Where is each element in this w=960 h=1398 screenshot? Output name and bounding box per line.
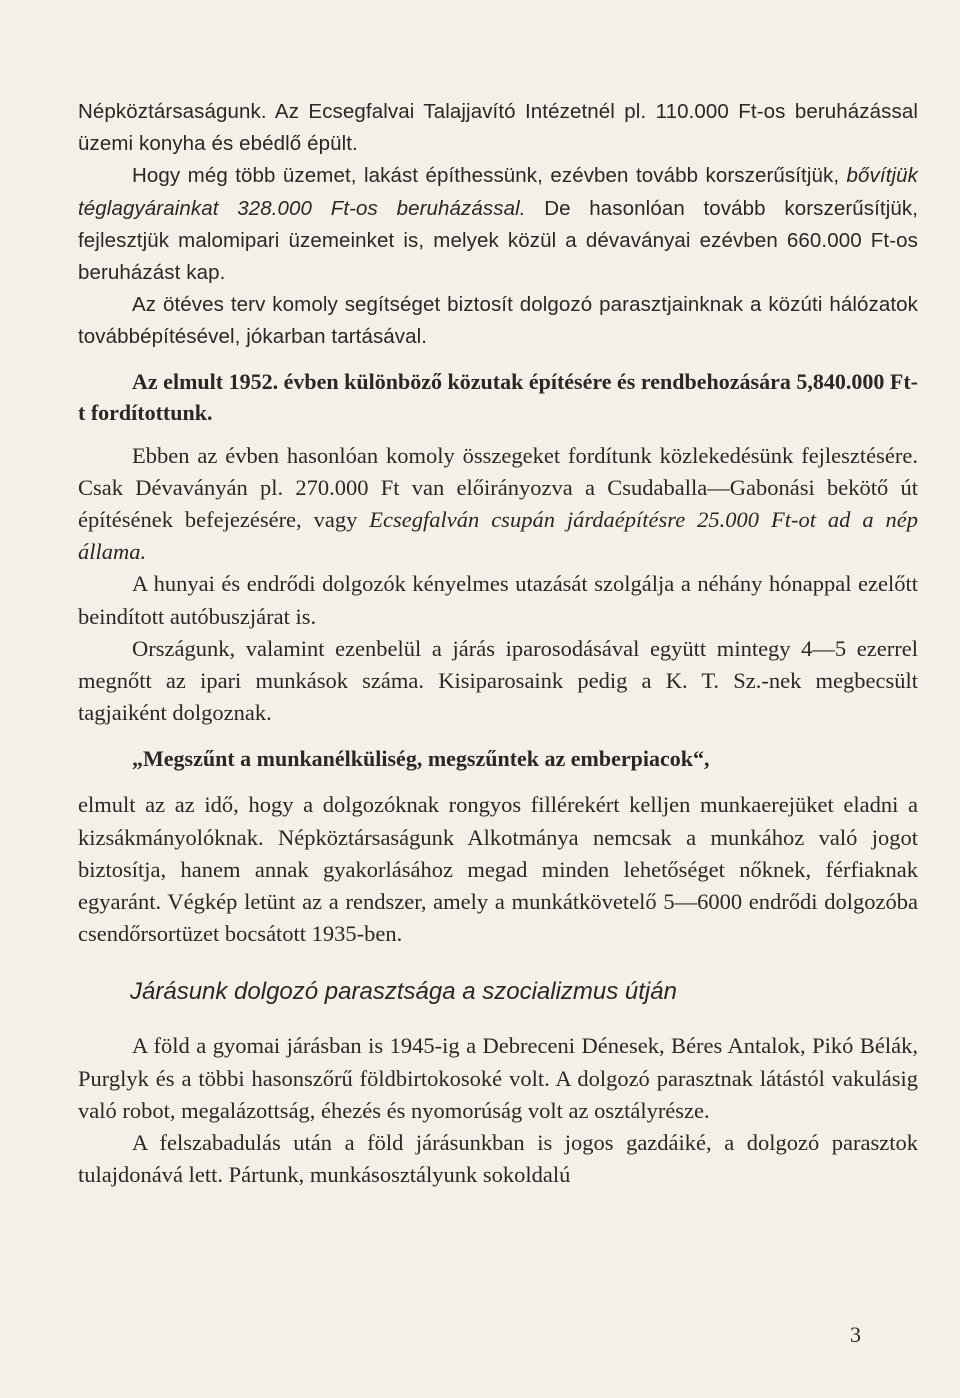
paragraph-transport-start: Ebben az évben hasonlóan komoly összegeket fordítunk közlekedésünk fejlesztésére. Csak Dévaványán pl. 270.000 Ft van előirányozva a Csudaballa—Gabonási bekötő út építésének befejezésére, vagy — [78, 442, 918, 533]
page-number: 3 — [850, 1322, 861, 1347]
paragraph-liberation: A felszabadulás után a föld járásunkban is jogos gazdáiké, a dolgozó parasztok tulajdonává lett. Pártunk, munkásosztályunk sokoldalú — [78, 1130, 918, 1188]
section-title: Járásunk dolgozó parasztsága a szocializmus útján — [130, 978, 677, 1006]
heading-unemployment-quote: „Megszűnt a munkanélküliség, megszűntek az emberpiacok“, — [132, 746, 710, 772]
paragraph-landowners: A föld a gyomai járásban is 1945-ig a Debreceni Dénesek, Béres Antalok, Pikó Bélák, Purglyk és a többi hasonszőrű földbirtokosoké volt. A dolgozó parasztnak látástól vakulásig való robot, megalázottság, éhezés és nyomorúság volt az osztályrésze. — [78, 1033, 918, 1123]
paragraph-industry: Országunk, valamint ezenbelül a járás iparosodásával együtt mintegy 4—5 ezerrel megnőtt az ipari munkások száma. Kisiparosaink pedig a K. T. Sz.-nek megbecsült tagjaiként dolgoznak. — [78, 635, 918, 726]
paragraph-bus-service: A hunyai és endrődi dolgozók kényelmes utazását szolgálja a néhány hónappal ezelőtt beindított autóbuszjárat is. — [78, 571, 918, 629]
paragraph-brickworks — [78, 160, 918, 289]
paragraph-constitution: elmult az az idő, hogy a dolgozóknak rongyos fillérekért kelljen munkaerejüket eladni a kizsákmányolóknak. Népköztársaságunk Alkotmánya nemcsak a munkához való jogot biztosítja, hanem annak gyakorlásához megad minden lehetőséget nőknek, férfiaknak egyaránt. Végkép letünt az a rendszer, amely a munkátkövetelő 5—6000 endrődi dolgozóba csendőrsortüzet bocsátott 1935-ben. — [78, 792, 918, 947]
paragraph-brickworks-start: Hogy még több üzemet, lakást építhessünk, ezévben tovább korszerűsítjük, — [132, 164, 847, 188]
paragraph-investments: Népköztársaságunk. Az Ecsegfalvai Talajjavító Intézetnél pl. 110.000 Ft-os beruházással üzemi konyha és ebédlő épült. — [78, 100, 918, 156]
paragraph-brickworks-italic: bővítjük téglagyárainkat 328.000 Ft-os beruházással. — [78, 164, 918, 220]
paragraph-transport-italic: Ecsegfalván csupán járdaépítésre 25.000 Ft-ot ad a nép állama. — [78, 507, 918, 565]
paragraph-roads: Az ötéves terv komoly segítséget biztosít dolgozó parasztjainknak a közúti hálózatok továbbépítésével, jókarban tartásával. — [78, 293, 918, 349]
paragraph-transport — [78, 440, 918, 569]
heading-road-investment: Az elmult 1952. évben különböző közutak építésére és rendbehozására 5,840.000 Ft-t fordítottunk. — [78, 368, 918, 425]
paragraph-brickworks-end: De hasonlóan tovább korszerűsítjük, fejlesztjük malomipari üzemeinket is, melyek közül a dévaványai ezévben 660.000 Ft-os beruházást kap. — [78, 196, 918, 285]
